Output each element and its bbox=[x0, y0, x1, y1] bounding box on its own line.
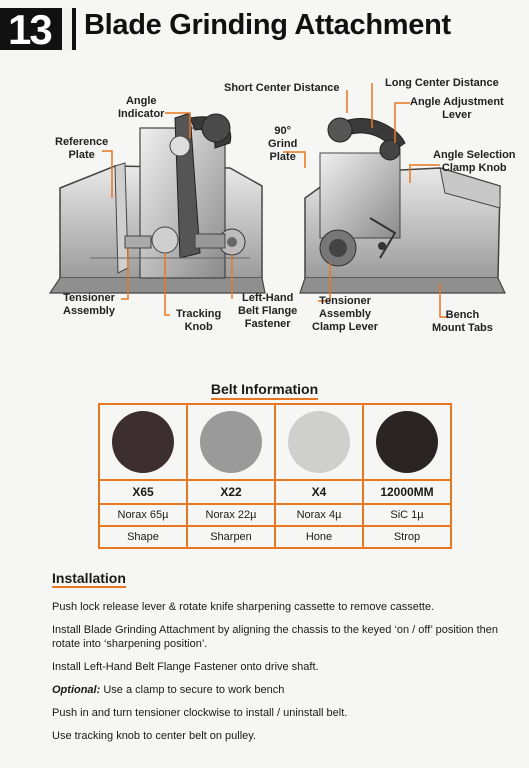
section-number-badge bbox=[0, 6, 76, 53]
label-short-center-distance: Short Center Distance bbox=[224, 82, 340, 94]
step: Push lock release lever & rotate knife sharpening cassette to remove cassette. bbox=[52, 601, 435, 613]
label-reference-plate: Reference Plate bbox=[55, 136, 109, 161]
section-number: 13 bbox=[8, 6, 51, 53]
label-angle-selection-clamp-knob: Angle Selection Clamp Knob bbox=[433, 149, 516, 174]
belt-use: Shape bbox=[99, 526, 187, 548]
label-90-grind-plate: 90° Grind Plate bbox=[268, 125, 298, 163]
step: Use tracking knob to center belt on pulley. bbox=[52, 730, 257, 742]
step: Install Left-Hand Belt Flange Fastener onto drive shaft. bbox=[52, 661, 319, 673]
belt-grit: Norax 4µ bbox=[275, 504, 363, 526]
label-bench-mount-tabs: Bench Mount Tabs bbox=[432, 309, 493, 334]
belt-use: Strop bbox=[363, 526, 451, 548]
installation-steps bbox=[52, 600, 522, 752]
step: Push in and turn tensioner clockwise to install / uninstall belt. bbox=[52, 707, 348, 719]
belt-name: X65 bbox=[99, 480, 187, 504]
belt-grit: Norax 22µ bbox=[187, 504, 275, 526]
belt-info-table bbox=[98, 403, 452, 549]
label-tensioner-assembly-clamp-lever: Tensioner Assembly Clamp Lever bbox=[312, 295, 379, 333]
optional-prefix: Optional: bbox=[52, 684, 101, 696]
belt-use: Sharpen bbox=[187, 526, 275, 548]
belt-swatch-x4 bbox=[288, 411, 350, 473]
belt-swatch-12000mm bbox=[376, 411, 438, 473]
belt-use: Hone bbox=[275, 526, 363, 548]
label-tracking-knob: Tracking Knob bbox=[176, 308, 222, 333]
installation-title: Installation bbox=[52, 570, 126, 586]
belt-swatch-x22 bbox=[200, 411, 262, 473]
label-tensioner-assembly: Tensioner Assembly bbox=[63, 292, 115, 317]
belt-grit: SiC 1µ bbox=[363, 504, 451, 526]
belt-swatch-x65 bbox=[112, 411, 174, 473]
page-title: Blade Grinding Attachment bbox=[84, 9, 451, 41]
label-angle-adjustment-lever: Angle Adjustment Lever bbox=[410, 96, 504, 121]
step: Install Blade Grinding Attachment by aligning the chassis to the keyed ‘on / off’ position then rotate into ‘sharpening position’. bbox=[52, 624, 498, 650]
attachment-diagram bbox=[0, 68, 529, 358]
belt-name: 12000MM bbox=[363, 480, 451, 504]
belt-info-title: Belt Information bbox=[0, 381, 529, 397]
label-left-hand-belt-flange-fastener: Left-Hand Belt Flange Fastener bbox=[238, 292, 298, 330]
step: Optional: Use a clamp to secure to work bench bbox=[52, 684, 285, 696]
belt-grit: Norax 65µ bbox=[99, 504, 187, 526]
belt-name: X22 bbox=[187, 480, 275, 504]
label-long-center-distance: Long Center Distance bbox=[385, 77, 499, 89]
label-angle-indicator: Angle Indicator bbox=[118, 95, 165, 120]
belt-name: X4 bbox=[275, 480, 363, 504]
